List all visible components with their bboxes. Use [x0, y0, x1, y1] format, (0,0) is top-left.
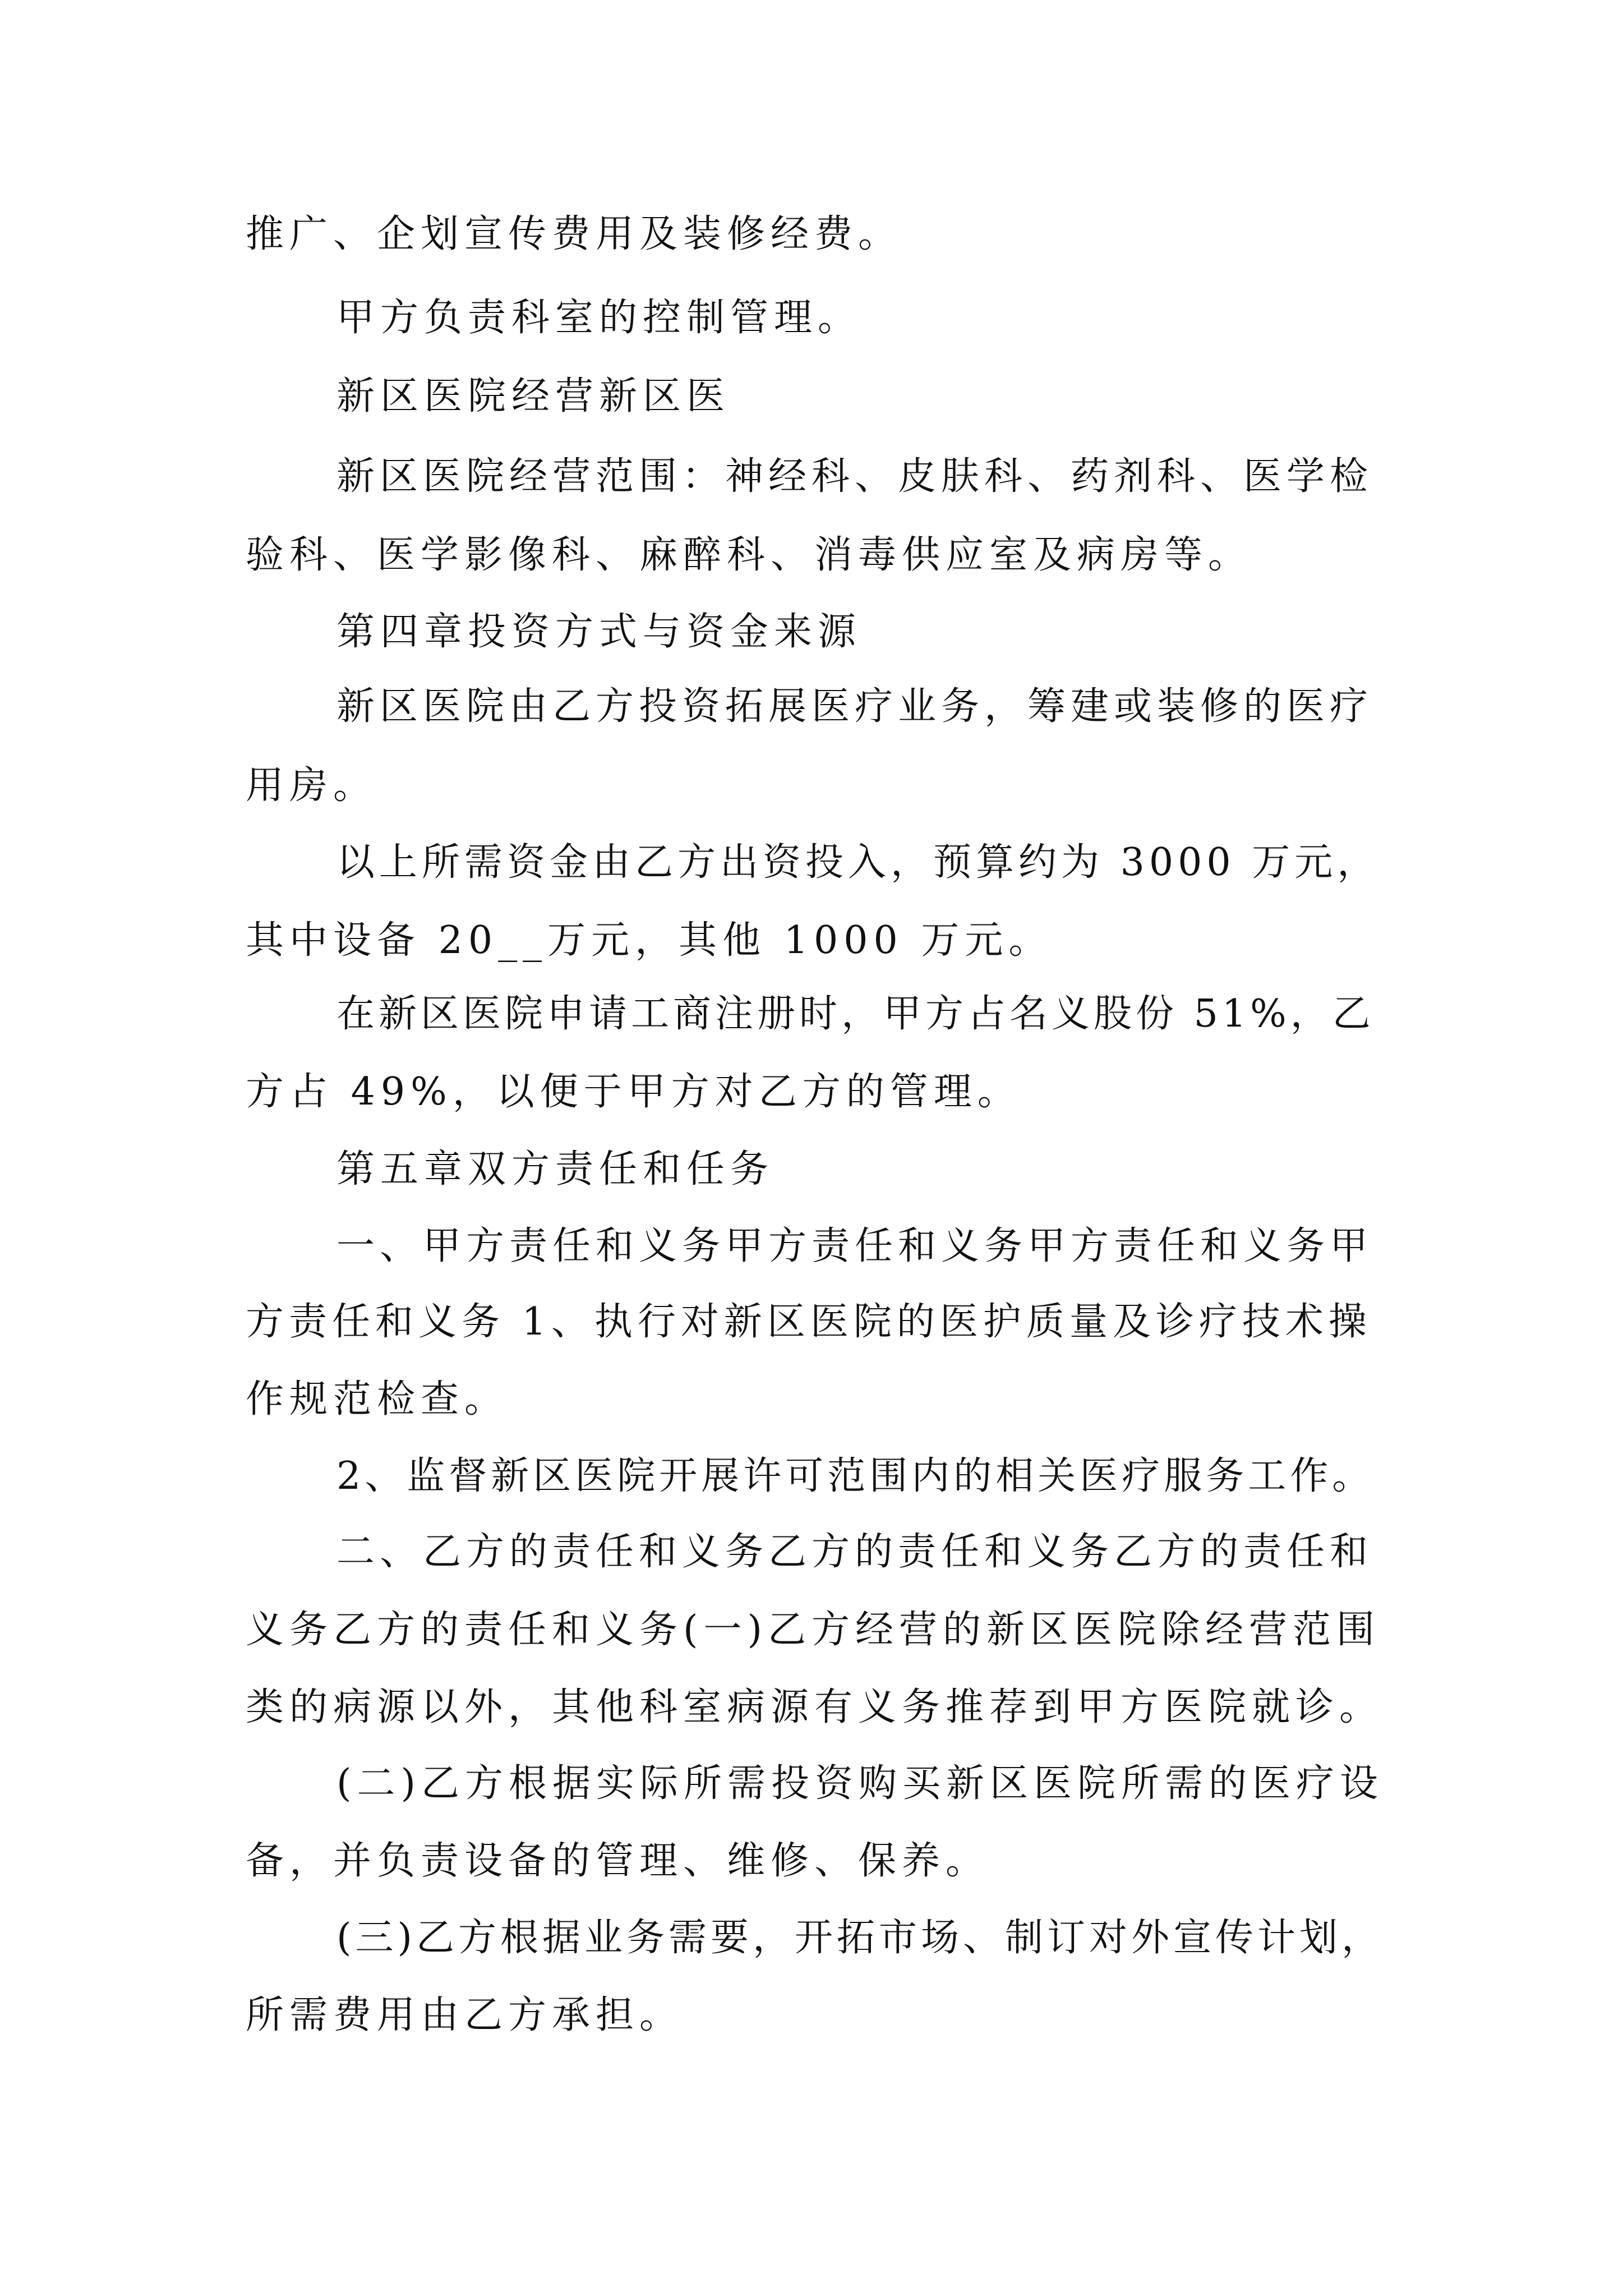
text-line: 验科、医学影像科、麻醉科、消毒供应室及病房等。 — [246, 533, 1252, 577]
text-line: (二)乙方根据实际所需投资购买新区医院所需的医疗设 — [336, 1761, 1384, 1806]
text-line: 其中设备 20__万元，其他 1000 万元。 — [246, 918, 1053, 963]
text-line: 第四章投资方式与资金来源 — [336, 610, 862, 654]
text-line: 二、乙方的责任和义务乙方的责任和义务乙方的责任和 — [336, 1530, 1373, 1574]
text-line: 第五章双方责任和任务 — [336, 1147, 774, 1191]
text-line: 义务乙方的责任和义务(一)乙方经营的新区医院除经营范围 — [246, 1608, 1381, 1652]
text-line: 2、监督新区医院开展许可范围内的相关医疗服务工作。 — [336, 1454, 1375, 1498]
text-line: 作规范检查。 — [246, 1377, 509, 1421]
text-line: 类的病源以外，其他科室病源有义务推荐到甲方医院就诊。 — [246, 1685, 1384, 1729]
text-line: 甲方负责科室的控制管理。 — [336, 296, 862, 340]
text-line: 以上所需资金由乙方出资投入，预算约为 3000 万元， — [336, 840, 1380, 885]
text-line: 推广、企划宣传费用及装修经费。 — [246, 212, 902, 256]
text-line: 方占 49%，以便于甲方对乙方的管理。 — [246, 1070, 1021, 1114]
text-line: (三)乙方根据业务需要，开拓市场、制订对外宣传计划， — [336, 1916, 1384, 1960]
text-line: 新区医院经营新区医 — [336, 374, 731, 418]
text-line: 一、甲方责任和义务甲方责任和义务甲方责任和义务甲 — [336, 1224, 1373, 1268]
text-line: 新区医院经营范围：神经科、皮肤科、药剂科、医学检 — [336, 454, 1373, 499]
text-line: 用房。 — [246, 763, 377, 808]
text-line: 新区医院由乙方投资拓展医疗业务，筹建或装修的医疗 — [336, 684, 1373, 729]
text-line: 在新区医院申请工商注册时，甲方占名义股份 51%，乙 — [336, 992, 1375, 1036]
text-line: 备，并负责设备的管理、维修、保养。 — [246, 1839, 990, 1883]
text-line: 所需费用由乙方承担。 — [246, 1993, 684, 2037]
text-line: 方责任和义务 1、执行对新区医院的医护质量及诊疗技术操 — [246, 1300, 1372, 1344]
